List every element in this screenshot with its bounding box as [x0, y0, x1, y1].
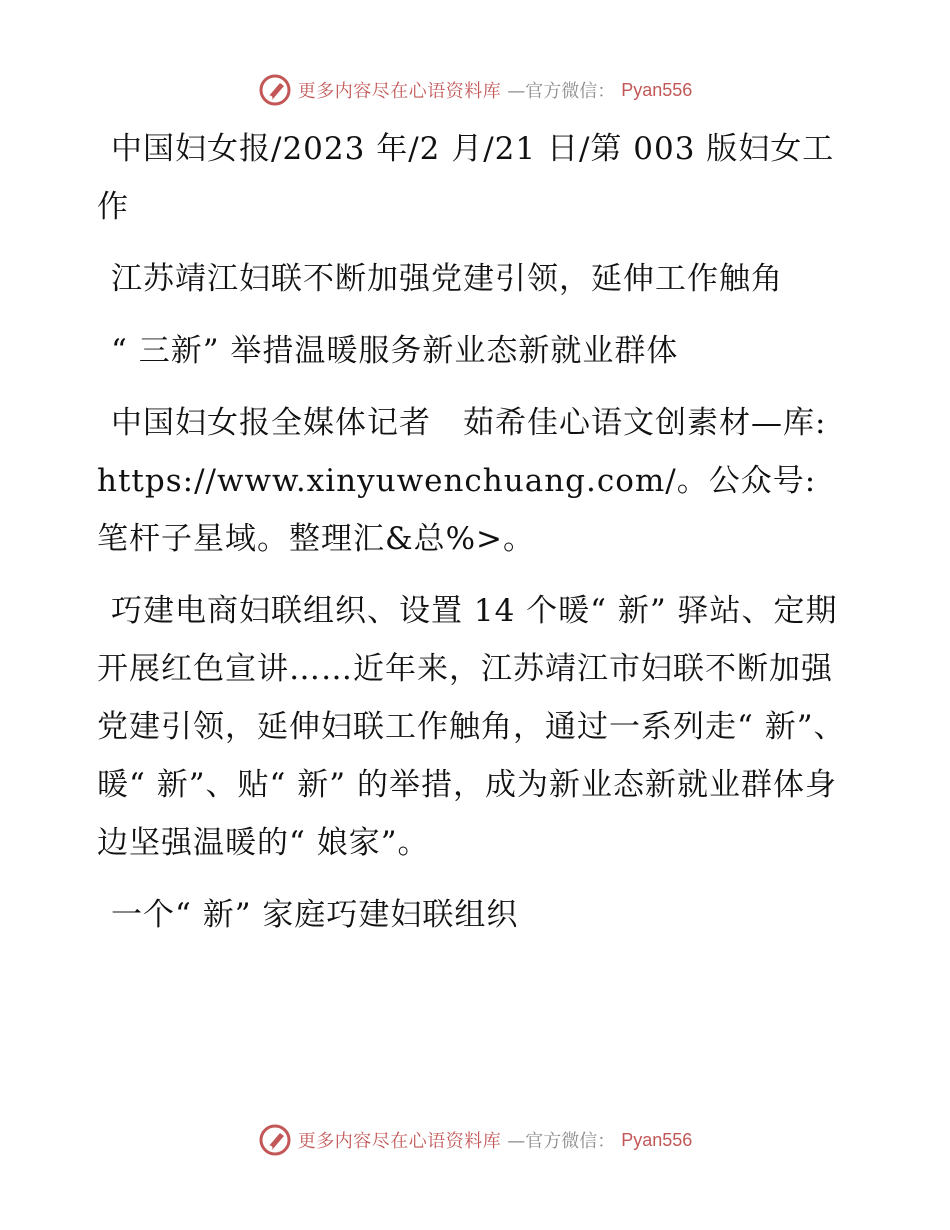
banner-wechat-handle: Pyan556 [621, 1129, 693, 1150]
article-headline: “ 三新” 举措温暖服务新业态新就业群体 [111, 333, 679, 369]
lead-paragraph: 巧建电商妇联组织、设置 14 个暖“ 新” 驿站、定期开展红色宣讲……近年来，江苏靖江市妇联不断加强党建引领，延伸妇联工作触角，通过一系列走“ 新”、暖“ 新”、贴“ 新” 的举措，成为新业态新就业群体身边坚强温暖的“ 娘家”。 [97, 593, 846, 861]
pen-nib-logo-icon [258, 1123, 292, 1157]
article-body [97, 120, 857, 944]
banner-main-text: 更多内容尽在心语资料库 [297, 1131, 502, 1152]
pen-nib-logo-icon [258, 73, 292, 107]
source-line: 中国妇女报/2023 年/2 月/21 日/第 003 版妇女工作 [97, 131, 835, 225]
article-subheading: 江苏靖江妇联不断加强党建引领，延伸工作触角 [111, 261, 783, 297]
watermark-banner-bottom [0, 1120, 950, 1160]
banner-separator: —官方微信： [507, 81, 616, 102]
banner-wechat-handle: Pyan556 [621, 79, 693, 100]
banner-main-text: 更多内容尽在心语资料库 [297, 81, 502, 102]
banner-separator: —官方微信： [507, 1131, 616, 1152]
watermark-banner-top [0, 70, 950, 110]
section-heading: 一个“ 新” 家庭巧建妇联组织 [111, 897, 519, 933]
article-byline: 中国妇女报全媒体记者 茹希佳心语文创素材—库: https://www.xinyuwenchuang.com/。公众号: 笔杆子星域。整理汇&总%>。 [97, 405, 827, 557]
